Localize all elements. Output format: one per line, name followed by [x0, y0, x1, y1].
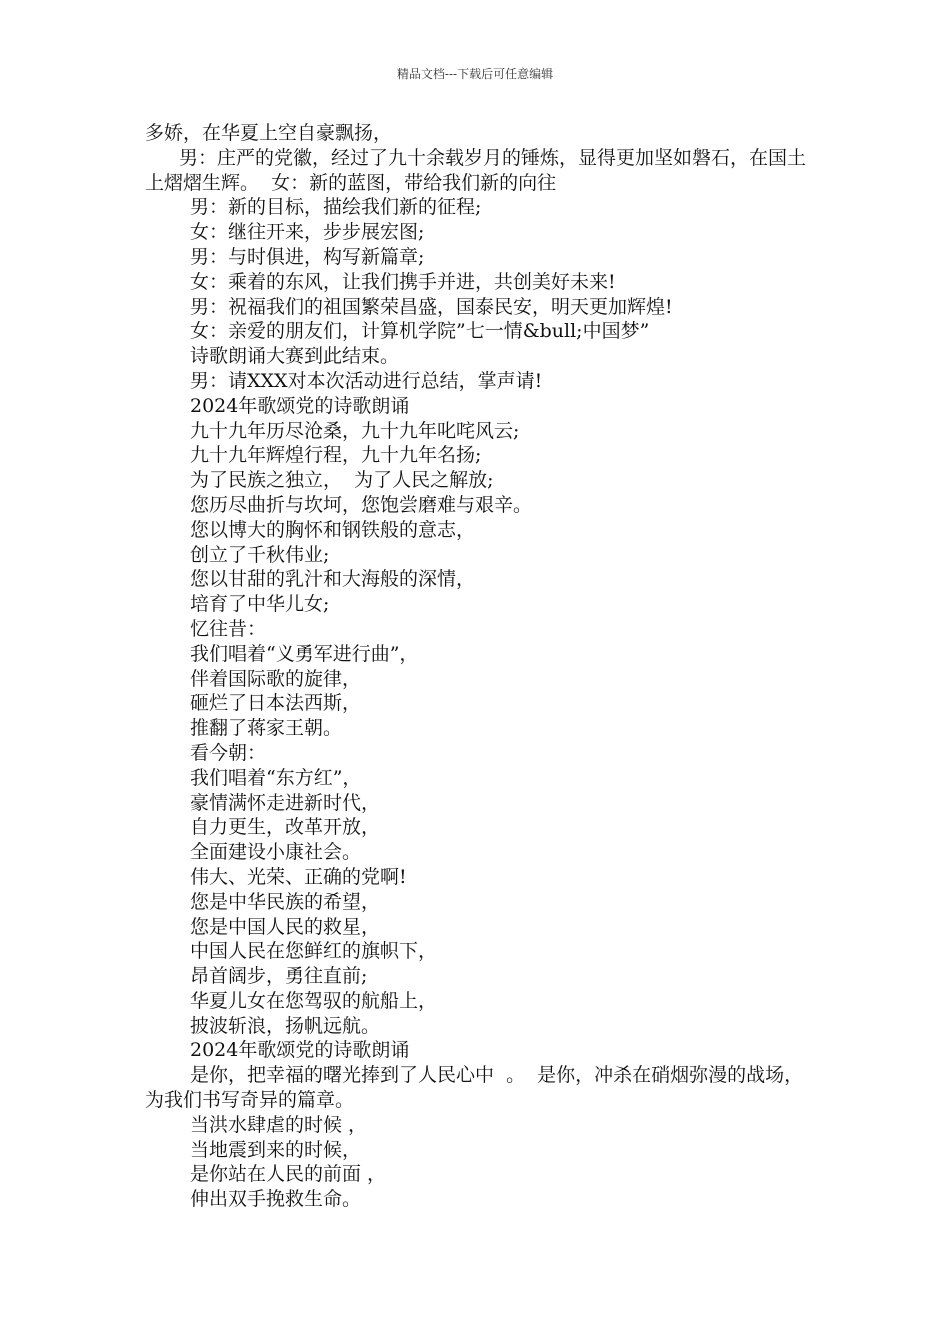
text-line: 是你，把幸福的曙光捧到了人民心中 。 是你，冲杀在硝烟弥漫的战场， 为我们书写奇异的篇章。	[145, 1064, 816, 1112]
text-line: 伴着国际歌的旋律，	[190, 667, 362, 690]
section-title: 2024年歌颂党的诗歌朗诵	[190, 394, 410, 417]
text-line: 为了民族之独立， 为了人民之解放;	[190, 469, 494, 492]
text-line: 全面建设小康社会。	[190, 841, 362, 864]
text-line: 当洪水肆虐的时候 ，	[190, 1113, 368, 1136]
text-line: 您是中国人民的救星，	[190, 915, 381, 938]
text-line: 男：祝福我们的祖国繁荣昌盛，国泰民安，明天更加辉煌!	[190, 295, 673, 318]
text-line: 创立了千秋伟业;	[190, 543, 330, 566]
text-line: 自力更生，改革开放，	[190, 816, 381, 839]
text-line: 伟大、光荣、正确的党啊!	[190, 865, 407, 888]
text-line: 男：新的目标，描绘我们新的征程;	[190, 196, 482, 219]
text-line: 男：庄严的党徽，经过了九十余载岁月的锤炼，显得更加坚如磐石，在国土上熠熠生辉。 女：新的蓝图，带给我们新的向往	[145, 146, 807, 194]
text-line: 披波斩浪，扬帆远航。	[190, 1014, 381, 1037]
text-line: 女：亲爱的朋友们，计算机学院”七一情&bull;中国梦”	[190, 320, 650, 343]
text-line: 您历尽曲折与坎坷，您饱尝磨难与艰辛。	[190, 493, 533, 516]
text-line: 男：与时俱进，构写新篇章;	[190, 245, 425, 268]
text-line: 我们唱着“义勇军进行曲”，	[190, 642, 419, 665]
text-line: 忆往昔：	[190, 617, 267, 640]
text-line: 九十九年辉煌行程，九十九年名扬;	[190, 444, 482, 467]
text-line: 您是中华民族的希望，	[190, 890, 381, 913]
text-line: 九十九年历尽沧桑，九十九年叱咤风云;	[190, 419, 520, 442]
text-line: 华夏儿女在您驾驭的航船上，	[190, 989, 438, 1012]
text-line: 女：乘着的东风，让我们携手并进，共创美好未来!	[190, 270, 616, 293]
text-line: 当地震到来的时候，	[190, 1138, 362, 1161]
section-title: 2024年歌颂党的诗歌朗诵	[190, 1039, 410, 1062]
document-body	[145, 121, 815, 1212]
text-line: 女：继往开来，步步展宏图;	[190, 221, 425, 244]
text-line: 昂首阔步，勇往直前;	[190, 965, 368, 988]
text-line: 您以博大的胸怀和钢铁般的意志，	[190, 518, 476, 541]
text-line: 砸烂了日本法西斯，	[190, 692, 362, 715]
text-line: 诗歌朗诵大赛到此结束。	[190, 345, 400, 368]
text-line: 中国人民在您鲜红的旗帜下，	[190, 940, 438, 963]
text-line: 推翻了蒋家王朝。	[190, 717, 343, 740]
text-line: 伸出双手挽救生命。	[190, 1188, 362, 1211]
text-line: 豪情满怀走进新时代，	[190, 791, 381, 814]
text-line: 培育了中华儿女;	[190, 593, 330, 616]
text-line: 男：请XXX对本次活动进行总结，掌声请!	[190, 369, 543, 392]
text-line: 您以甘甜的乳汁和大海般的深情，	[190, 568, 476, 591]
text-line: 看今朝：	[190, 741, 267, 764]
page-header: 精品文档---下载后可任意编辑	[396, 67, 554, 81]
text-line: 多娇，在华夏上空自豪飘扬，	[145, 122, 393, 144]
text-line: 是你站在人民的前面 ，	[190, 1163, 387, 1186]
text-line: 我们唱着“东方红”，	[190, 766, 362, 789]
